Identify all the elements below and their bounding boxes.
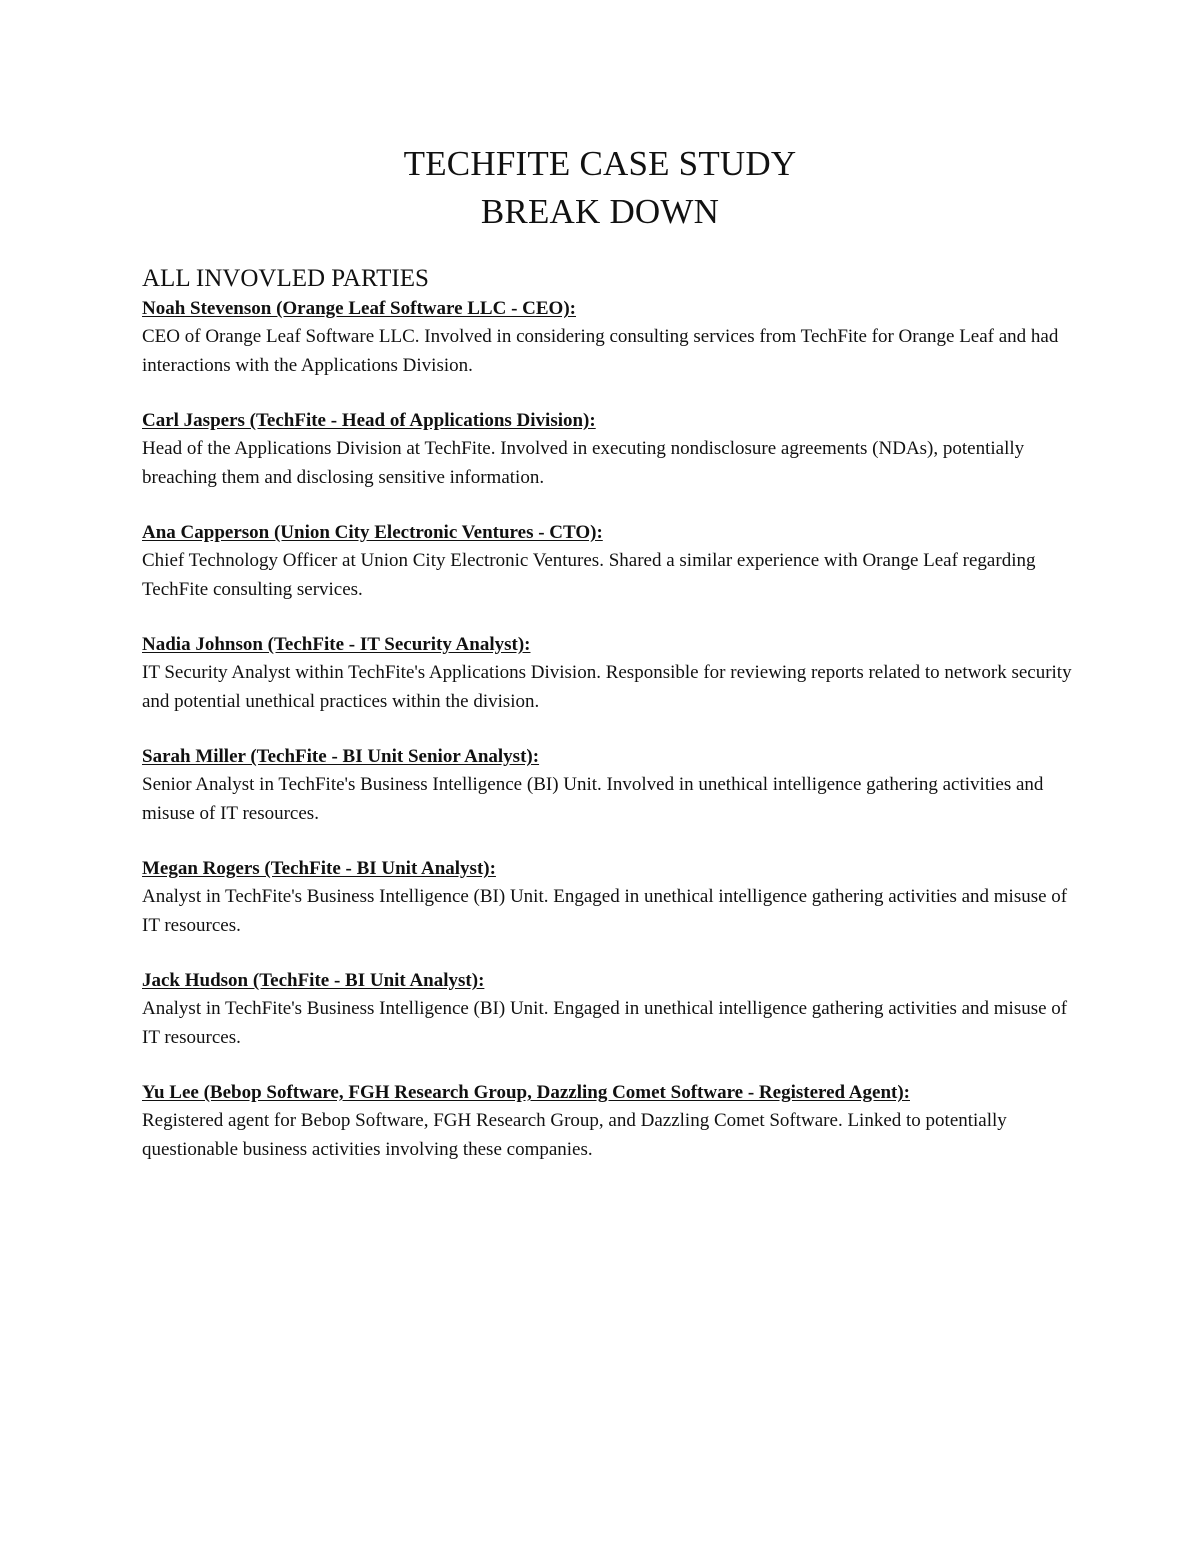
document-subtitle: BREAK DOWN (480, 192, 720, 231)
party-name: Megan Rogers (TechFite - BI Unit Analyst): (142, 858, 496, 879)
party-name: Carl Jaspers (TechFite - Head of Applications Division): (142, 410, 596, 431)
party-entry (142, 856, 1072, 940)
party-entry (142, 520, 1072, 604)
party-description: Analyst in TechFite's Business Intelligence (BI) Unit. Engaged in unethical intelligence gathering activities and misuse of IT resources. (142, 998, 1068, 1048)
party-entry (142, 744, 1072, 828)
party-entry (142, 296, 1072, 380)
party-entry (142, 968, 1072, 1052)
document-body (142, 262, 1072, 1192)
party-entry (142, 408, 1072, 492)
party-description: Head of the Applications Division at TechFite. Involved in executing nondisclosure agreements (NDAs), potentially breaching them and disclosing sensitive information. (142, 438, 1025, 488)
party-name: Noah Stevenson (Orange Leaf Software LLC - CEO): (142, 298, 576, 319)
document-title: TECHFITE CASE STUDY (403, 144, 797, 183)
party-description: Chief Technology Officer at Union City Electronic Ventures. Shared a similar experience with Orange Leaf regarding TechFite consulting services. (142, 550, 1036, 600)
party-name: Jack Hudson (TechFite - BI Unit Analyst): (142, 970, 485, 991)
party-name: Yu Lee (Bebop Software, FGH Research Group, Dazzling Comet Software - Registered Agent): (142, 1082, 910, 1103)
title-block (0, 140, 1200, 236)
party-description: Senior Analyst in TechFite's Business Intelligence (BI) Unit. Involved in unethical intelligence gathering activities and misuse of IT resources. (142, 774, 1044, 824)
party-description: IT Security Analyst within TechFite's Applications Division. Responsible for reviewing reports related to network security and potential unethical practices within the division. (142, 662, 1072, 712)
party-name: Sarah Miller (TechFite - BI Unit Senior Analyst): (142, 746, 540, 767)
party-name: Ana Capperson (Union City Electronic Ventures - CTO): (142, 522, 603, 543)
party-description: Analyst in TechFite's Business Intelligence (BI) Unit. Engaged in unethical intelligence gathering activities and misuse of IT resources. (142, 886, 1068, 936)
party-description: Registered agent for Bebop Software, FGH Research Group, and Dazzling Comet Software. Linked to potentially questionable business activities involving these companies. (142, 1110, 1007, 1160)
section-heading: ALL INVOVLED PARTIES (142, 265, 429, 292)
party-entry (142, 632, 1072, 716)
party-name: Nadia Johnson (TechFite - IT Security Analyst): (142, 634, 531, 655)
party-entry (142, 1080, 1072, 1164)
party-description: CEO of Orange Leaf Software LLC. Involved in considering consulting services from TechFite for Orange Leaf and had interactions with the Applications Division. (142, 326, 1059, 376)
